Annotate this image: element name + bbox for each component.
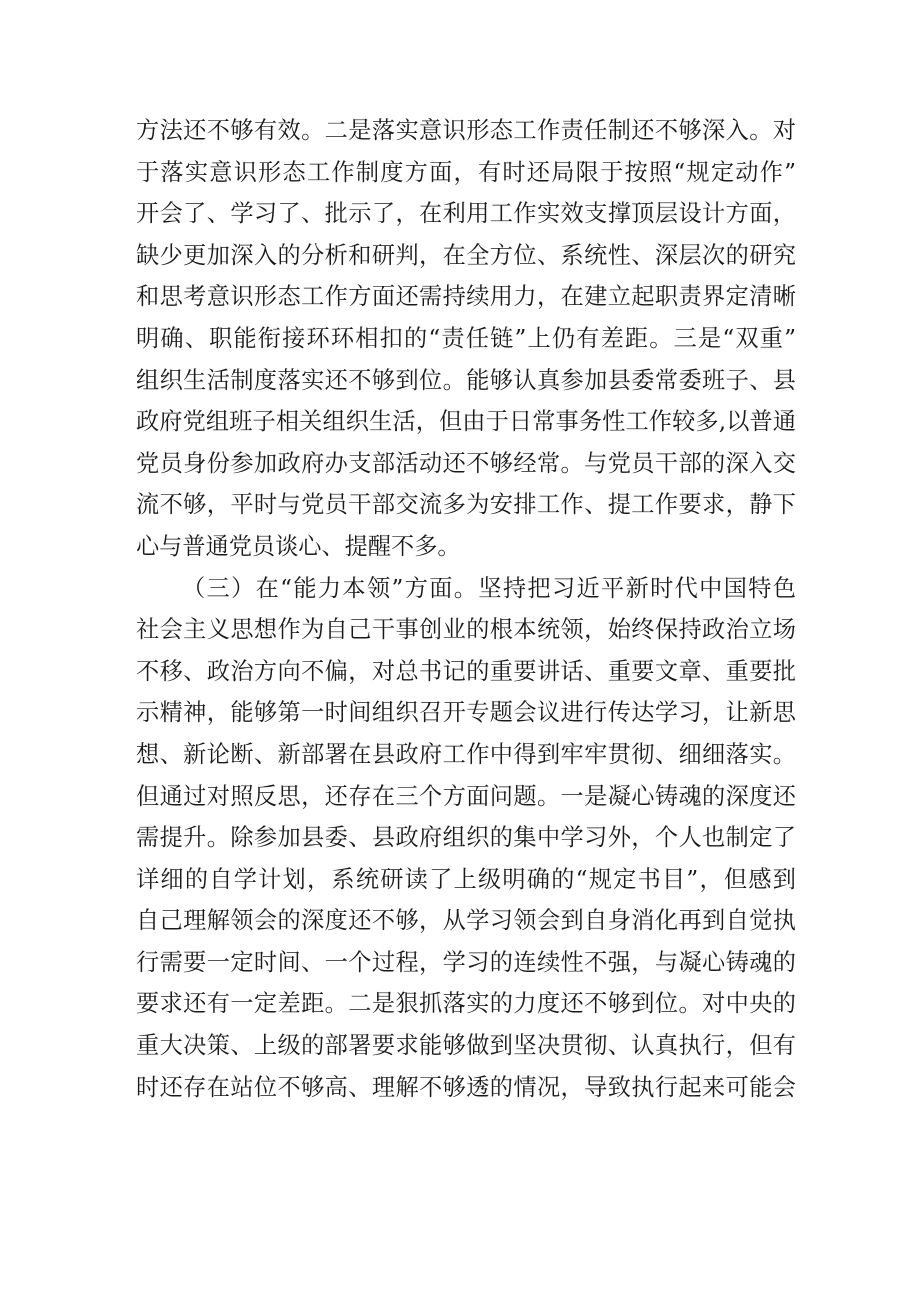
text-line: 但通过对照反思，还存在三个方面问题。一是凝心铸魂的深度还 <box>136 782 796 810</box>
text-line: 流不够，平时与党员干部交流多为安排工作、提工作要求，静下 <box>136 491 796 519</box>
text-line: 想、新论断、新部署在县政府工作中得到牢牢贯彻、细细落实。 <box>136 740 796 768</box>
text-line: 详细的自学计划，系统研读了上级明确的“规定书目”，但感到 <box>136 865 796 893</box>
text-line-indented: （三）在“能力本领”方面。坚持把习近平新时代中国特色 <box>182 574 796 602</box>
document-body <box>136 110 796 1108</box>
text-line: 示精神，能够第一时间组织召开专题会议进行传达学习，让新思 <box>136 699 796 727</box>
text-line: 社会主义思想作为自己干事创业的根本统领，始终保持政治立场 <box>136 616 796 644</box>
text-line: 缺少更加深入的分析和研判，在全方位、系统性、深层次的研究 <box>136 241 796 269</box>
text-line: 方法还不够有效。二是落实意识形态工作责任制还不够深入。对 <box>136 117 796 144</box>
text-line: 组织生活制度落实还不够到位。能够认真参加县委常委班子、县 <box>136 366 796 394</box>
text-line: 行需要一定时间、一个过程，学习的连续性不强，与凝心铸魂的 <box>136 948 796 976</box>
text-line: 和思考意识形态工作方面还需持续用力，在建立起职责界定清晰 <box>136 283 796 311</box>
text-line: 政府党组班子相关组织生活，但由于日常事务性工作较多,以普通 <box>136 408 796 436</box>
text-line: 党员身份参加政府办支部活动还不够经常。与党员干部的深入交 <box>136 449 796 477</box>
text-line: 于落实意识形态工作制度方面，有时还局限于按照“规定动作” <box>136 158 796 186</box>
paragraph-2 <box>136 568 796 1109</box>
text-line: 需提升。除参加县委、县政府组织的集中学习外，个人也制定了 <box>136 824 796 852</box>
text-line: 明确、职能衔接环环相扣的“责任链”上仍有差距。三是“双重” <box>136 324 796 352</box>
paragraph-1 <box>136 110 796 568</box>
text-line: 要求还有一定差距。二是狠抓落实的力度还不够到位。对中央的 <box>136 990 796 1018</box>
text-line: 心与普通党员谈心、提醒不多。 <box>136 532 461 560</box>
text-line: 重大决策、上级的部署要求能够做到坚决贯彻、认真执行，但有 <box>136 1032 796 1060</box>
text-line: 开会了、学习了、批示了，在利用工作实效支撑顶层设计方面， <box>136 200 796 228</box>
text-line: 不移、政治方向不偏，对总书记的重要讲话、重要文章、重要批 <box>136 657 796 685</box>
text-line: 时还存在站位不够高、理解不够透的情况，导致执行起来可能会 <box>136 1073 796 1101</box>
text-line: 自己理解领会的深度还不够，从学习领会到自身消化再到自觉执 <box>136 907 796 935</box>
